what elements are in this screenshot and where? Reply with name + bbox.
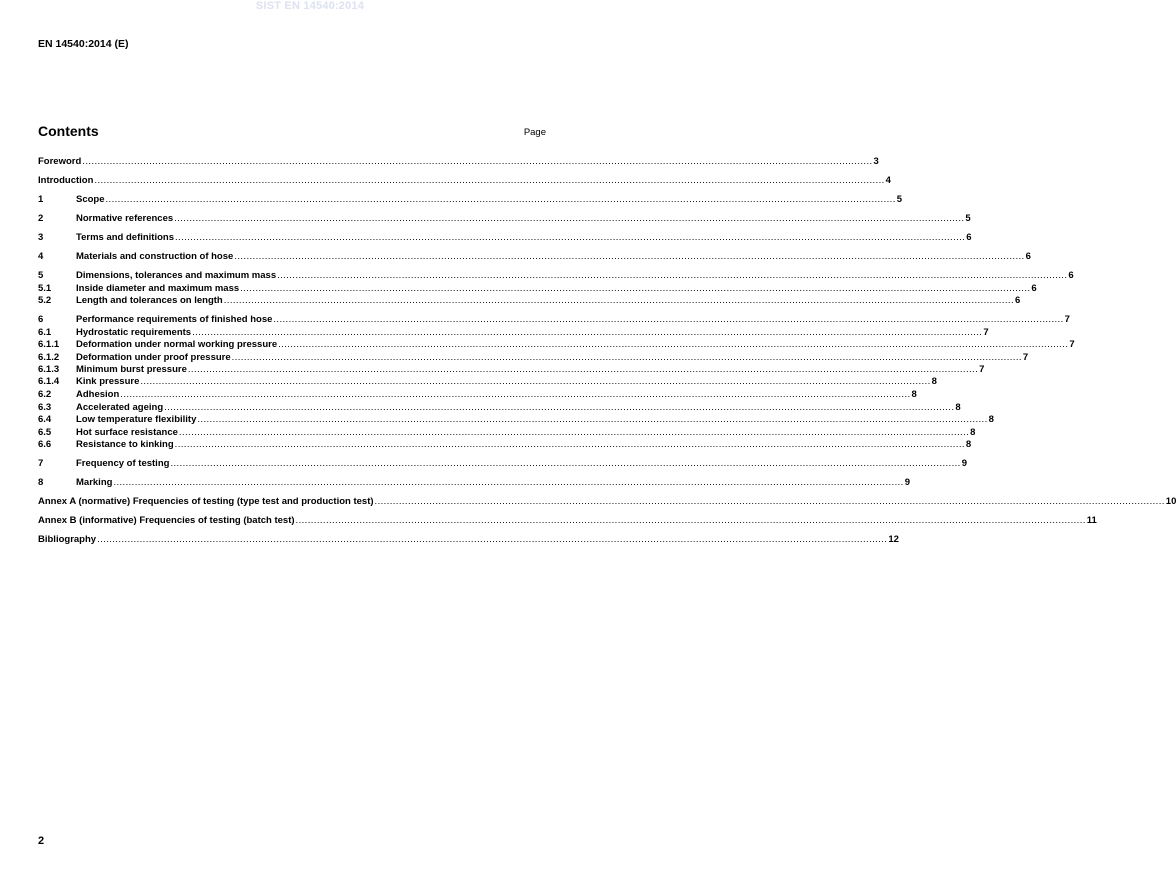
toc-entry-number: 6.4 (38, 414, 52, 425)
toc-entry-page: 7 (983, 327, 989, 338)
toc-entry-page: 6 (1031, 283, 1037, 294)
dot-leader: .................................................................................................................................................................................................................................................................... (174, 439, 965, 450)
toc-entry-title: Introduction (38, 175, 94, 186)
toc-entry-title: Marking (76, 477, 113, 488)
toc-entry-page: 5 (896, 194, 903, 205)
page-number: 2 (38, 835, 45, 847)
toc-entry-number: 5.2 (38, 295, 52, 306)
toc-entry-number: 7 (38, 458, 44, 469)
toc-entry[interactable] (38, 388, 917, 401)
toc-entry[interactable] (38, 313, 1070, 326)
toc-entry-number: 8 (38, 477, 44, 488)
toc-entry[interactable] (38, 231, 972, 244)
toc-entry-title: Scope (76, 194, 105, 205)
toc-entry-page: 7 (1069, 339, 1075, 350)
toc-entry-title: Inside diameter and maximum mass (76, 283, 240, 294)
toc-entry-number: 6.3 (38, 402, 52, 413)
dot-leader: .................................................................................................................................................................................................................................................................... (178, 427, 970, 438)
toc-entry-number: 1 (38, 194, 44, 205)
toc-entry-page: 8 (965, 439, 972, 450)
toc-entry-page: 8 (911, 389, 917, 400)
toc-entry-title: Bibliography (38, 534, 97, 545)
toc-entry-title: Hydrostatic requirements (76, 327, 192, 338)
toc-entry-title: Terms and definitions (76, 232, 175, 243)
toc-entry[interactable] (38, 250, 1031, 263)
toc-entry-page: 9 (904, 477, 910, 488)
toc-entry[interactable] (38, 514, 1097, 527)
toc-entry-title: Normative references (76, 213, 174, 224)
toc-entry-page: 11 (1086, 515, 1097, 526)
dot-leader: .................................................................................................................................................................................................................................................................... (97, 534, 888, 545)
toc-entry[interactable] (38, 174, 891, 187)
dot-leader: .................................................................................................................................................................................................................................................................... (277, 270, 1068, 281)
dot-leader: .................................................................................................................................................................................................................................................................... (240, 283, 1031, 294)
toc-entry[interactable] (38, 294, 1021, 307)
toc-entry-title: Minimum burst pressure (76, 364, 187, 375)
dot-leader: .................................................................................................................................................................................................................................................................... (187, 364, 979, 375)
toc-entry-number: 5.1 (38, 283, 52, 294)
toc-entry[interactable] (38, 338, 1075, 351)
toc-entry-number: 3 (38, 232, 44, 243)
toc-entry-title: Performance requirements of finished hose (76, 314, 273, 325)
toc-entry-title: Kink pressure (76, 376, 140, 387)
dot-leader: .................................................................................................................................................................................................................................................................... (273, 314, 1064, 325)
toc-entry-page: 6 (966, 232, 972, 243)
toc-entry-title: Annex B (informative) Frequencies of testing (batch test) (38, 515, 295, 526)
toc-entry[interactable] (38, 269, 1074, 282)
contents-heading: Contents (38, 123, 99, 139)
toc-entry-page: 9 (961, 458, 967, 469)
toc-entry[interactable] (38, 155, 879, 168)
toc-entry[interactable] (38, 476, 910, 489)
toc-entry-number: 2 (38, 213, 44, 224)
toc-entry[interactable] (38, 413, 994, 426)
toc-entry-title: Frequency of testing (76, 458, 170, 469)
toc-entry-page: 8 (970, 427, 976, 438)
dot-leader: .................................................................................................................................................................................................................................................................... (94, 175, 885, 186)
toc-entry-title: Materials and construction of hose (76, 251, 234, 262)
dot-leader: .................................................................................................................................................................................................................................................................... (120, 389, 911, 400)
toc-entry-title: Length and tolerances on length (76, 295, 223, 306)
toc-entry-number: 6.1 (38, 327, 52, 338)
toc-entry-number: 6.6 (38, 439, 52, 450)
toc-entry-number: 6.1.1 (38, 339, 60, 350)
document-reference: EN 14540:2014 (E) (38, 38, 129, 50)
dot-leader: .................................................................................................................................................................................................................................................................... (192, 327, 983, 338)
dot-leader: .................................................................................................................................................................................................................................................................... (175, 232, 966, 243)
toc-entry-title: Annex A (normative) Frequencies of testing (type test and production test) (38, 496, 374, 507)
toc-entry-page: 8 (988, 414, 994, 425)
dot-leader: .................................................................................................................................................................................................................................................................... (231, 352, 1022, 363)
dot-leader: .................................................................................................................................................................................................................................................................... (223, 295, 1014, 306)
dot-leader: .................................................................................................................................................................................................................................................................... (113, 477, 904, 488)
toc-entry-title: Dimensions, tolerances and maximum mass (76, 270, 277, 281)
toc-entry-title: Adhesion (76, 389, 120, 400)
dot-leader: .................................................................................................................................................................................................................................................................... (105, 194, 896, 205)
toc-entry-title: Accelerated ageing (76, 402, 164, 413)
dot-leader: .................................................................................................................................................................................................................................................................... (197, 414, 988, 425)
toc-entry[interactable] (38, 212, 971, 225)
dot-leader: .................................................................................................................................................................................................................................................................... (140, 376, 931, 387)
toc-entry-page: 4 (885, 175, 891, 186)
toc-entry-page: 6 (1068, 270, 1074, 281)
toc-entry-number: 5 (38, 270, 44, 281)
dot-leader: .................................................................................................................................................................................................................................................................... (174, 213, 965, 224)
toc-entry-page: 6 (1025, 251, 1031, 262)
dot-leader: .................................................................................................................................................................................................................................................................... (164, 402, 955, 413)
toc-entry-page: 7 (1064, 314, 1070, 325)
toc-entry-page: 6 (1014, 295, 1021, 306)
dot-leader: .................................................................................................................................................................................................................................................................... (278, 339, 1069, 350)
dot-leader: .................................................................................................................................................................................................................................................................... (82, 156, 873, 167)
toc-entry[interactable] (38, 457, 967, 470)
toc-entry[interactable] (38, 438, 972, 451)
page-column-label: Page (523, 127, 546, 138)
toc-entry-title: Deformation under normal working pressure (76, 339, 278, 350)
toc-entry-number: 6.1.2 (38, 352, 60, 363)
dot-leader: .................................................................................................................................................................................................................................................................... (295, 515, 1086, 526)
toc-entry[interactable] (38, 375, 937, 388)
toc-entry[interactable] (38, 533, 899, 546)
toc-entry-page: 10 (1165, 496, 1176, 507)
toc-entry-page: 8 (931, 376, 937, 387)
dot-leader: .................................................................................................................................................................................................................................................................... (170, 458, 961, 469)
toc-entry-title: Low temperature flexibility (76, 414, 197, 425)
toc-entry-page: 3 (873, 156, 879, 167)
toc-entry-title: Hot surface resistance (76, 427, 178, 438)
toc-entry-page: 7 (979, 364, 985, 375)
dot-leader: .................................................................................................................................................................................................................................................................... (374, 496, 1165, 507)
toc-entry-title: Resistance to kinking (76, 439, 174, 450)
toc-entry-number: 6.1.3 (38, 364, 60, 375)
dot-leader: .................................................................................................................................................................................................................................................................... (234, 251, 1025, 262)
toc-entry[interactable] (38, 495, 1176, 508)
toc-entry-page: 7 (1022, 352, 1029, 363)
toc-entry-page: 5 (965, 213, 971, 224)
toc-entry-number: 6 (38, 314, 44, 325)
toc-entry-page: 12 (888, 534, 899, 545)
toc-entry-number: 6.1.4 (38, 376, 60, 387)
toc-entry-number: 6.5 (38, 427, 52, 438)
toc-entry-title: Foreword (38, 156, 82, 167)
toc-entry-number: 4 (38, 251, 44, 262)
toc-entry-title: Deformation under proof pressure (76, 352, 231, 363)
toc-entry-number: 6.2 (38, 389, 52, 400)
toc-entry[interactable] (38, 193, 903, 206)
toc-entry-page: 8 (955, 402, 961, 413)
watermark: SIST EN 14540:2014 (255, 0, 365, 12)
